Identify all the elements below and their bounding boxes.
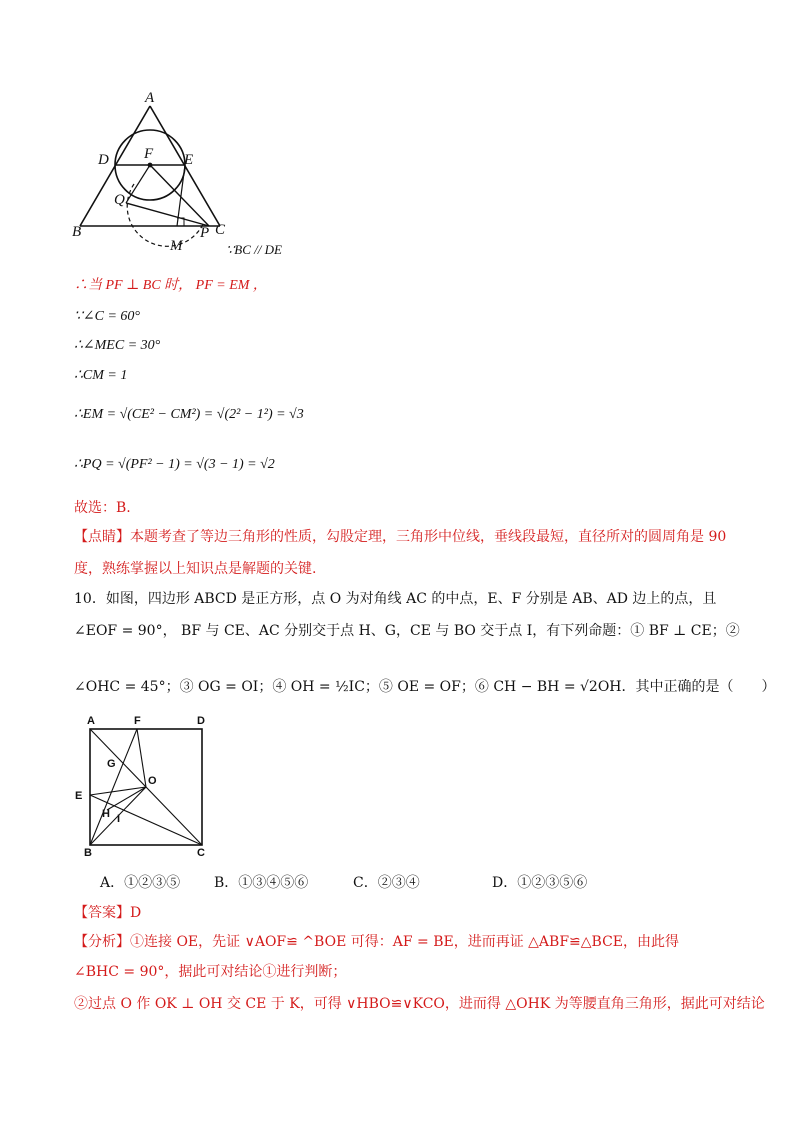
label-P: P xyxy=(200,225,210,241)
solution-line-1: ∴当 PF ⊥ BC 时， PF = EM ， xyxy=(74,278,267,293)
question10-line-2: ∠EOF = 90°， BF 与 CE、AC 分别交于点 H、G，CE 与 BO 交于点 I，有下列命题：① BF ⊥ CE；② xyxy=(74,623,740,639)
choice-B: B．①③④⑤⑥ xyxy=(214,875,309,891)
label-C: C xyxy=(215,222,226,238)
sq-label-G: G xyxy=(107,758,116,770)
solution-line-2: ∵∠C = 60° xyxy=(74,309,141,324)
sq-label-E: E xyxy=(75,790,83,802)
square-diagram xyxy=(80,712,220,862)
sq-label-B: B xyxy=(84,847,92,859)
comment-line-2: 度，熟练掌握以上知识点是解题的关键. xyxy=(74,561,317,577)
choice-C: C．②③④ xyxy=(353,875,420,891)
sq-label-I: I xyxy=(117,813,121,825)
label-Q: Q xyxy=(114,192,125,208)
answer-line: 【答案】D xyxy=(74,905,142,921)
label-B: B xyxy=(72,224,82,240)
triangle-diagram xyxy=(70,92,310,262)
label-A: A xyxy=(145,90,155,106)
sq-label-F: F xyxy=(134,715,141,727)
solution-line-6: ∴PQ = √(PF² − 1) = √(3 − 1) = √2 xyxy=(74,457,275,472)
label-D: D xyxy=(98,152,109,168)
solution-line-3: ∴∠MEC = 30° xyxy=(74,338,161,353)
question10-line-3: ∠OHC = 45°；③ OG = OI；④ OH = ½IC；⑤ OE = OF；⑥ CH − BH = √2OH．其中正确的是（ ） xyxy=(74,679,776,695)
solution-line-5: ∴EM = √(CE² − CM²) = √(2² − 1²) = √3 xyxy=(74,407,304,422)
analysis-line-1: 【分析】①连接 OE，先证 ∨AOF≌ ^BOE 可得：AF = BE，进而再证 △ABF≌△BCE，由此得 xyxy=(74,934,680,950)
label-M: M xyxy=(170,238,183,254)
side-note: ∵BC // DE xyxy=(226,242,282,257)
sq-label-D: D xyxy=(197,715,205,727)
sq-label-A: A xyxy=(87,715,95,727)
analysis-line-2: ∠BHC = 90°，据此可对结论①进行判断； xyxy=(74,964,347,980)
choice-D: D．①②③⑤⑥ xyxy=(492,875,588,891)
choose-line: 故选：B. xyxy=(74,500,131,516)
analysis-line-3: ②过点 O 作 OK ⊥ OH 交 CE 于 K，可得 ∨HBO≌∨KCO，进而得 △OHK 为等腰直角三角形，据此可对结论 xyxy=(74,996,765,1012)
label-F: F xyxy=(144,146,154,162)
sq-label-H: H xyxy=(102,808,110,820)
question10-line-1: 10．如图，四边形 ABCD 是正方形，点 O 为对角线 AC 的中点，E、F 分别是 AB、AD 边上的点，且 xyxy=(74,591,717,607)
figure-square xyxy=(75,712,220,862)
comment-line-1: 【点睛】本题考查了等边三角形的性质，勾股定理，三角形中位线，垂线段最短，直径所对的圆周角是 90 xyxy=(74,529,727,545)
choice-A: A．①②③⑤ xyxy=(100,875,181,891)
solution-line-4: ∴CM = 1 xyxy=(74,368,128,383)
figure-triangle-circle xyxy=(70,92,310,262)
sq-label-C: C xyxy=(197,847,205,859)
label-E: E xyxy=(184,152,194,168)
sq-label-O: O xyxy=(148,775,157,787)
